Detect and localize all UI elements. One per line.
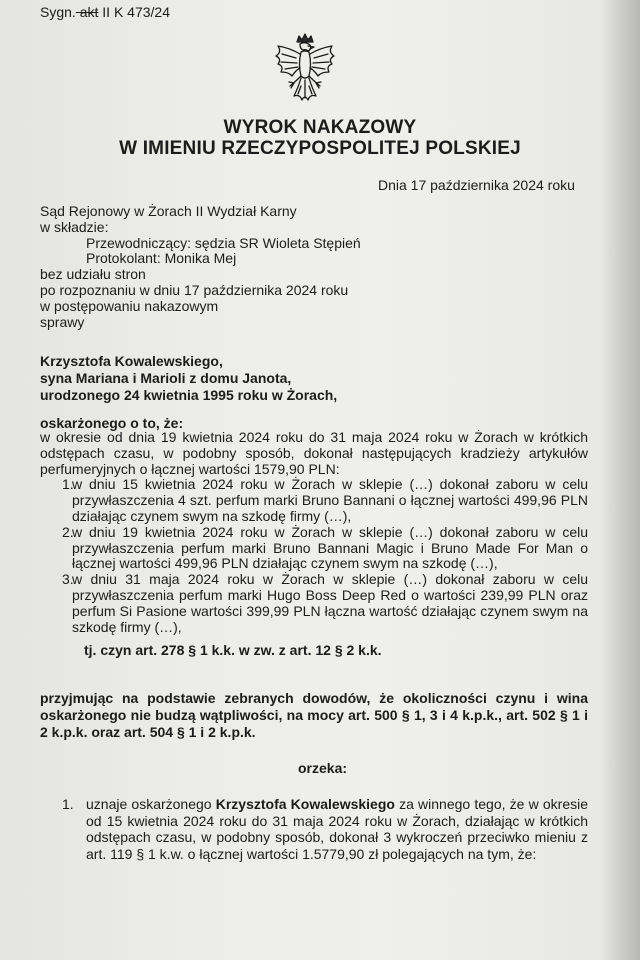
document-subtitle: W IMIENIU RZECZYPOSPOLITEJ POLSKIEJ [119, 138, 521, 159]
verdict-heading: orzeka: [298, 760, 348, 776]
count-text: w dniu 31 maja 2024 roku w Żorach w sklepie (…) dokonał zaboru w celu przywłaszczenia perfum marki Hugo Boss Deep Red o wartości 239,99 PLN oraz perfum Si Pasione wartości 399,99 PLN łączna wartość działając czynem swym na szkodę firmy (…), [72, 571, 588, 635]
charge-count-item [40, 525, 588, 572]
charge-count-item [40, 572, 588, 635]
court-clerk: Protokolant: Monika Mej [86, 250, 237, 267]
procedure-type: w postępowaniu nakazowym [40, 297, 219, 314]
polish-eagle-emblem-icon [270, 32, 340, 117]
legal-basis: przyjmując na podstawie zebranych dowodów, że okoliczności czynu i wina oskarżonego nie budzą wątpliwości, na mocy art. 500 § 1, 3 i 4 k.p.k., art. 502 § 1 i 2 k.p.k. oraz art. 504 § 1 i 2 k.p.k. [40, 690, 588, 740]
ruling-text-start: uznaje oskarżonego [86, 796, 216, 812]
legal-qualification: tj. czyn art. 278 § 1 k.k. w zw. z art. 12 § 2 k.k. [84, 642, 382, 658]
signature-number: II K 473/24 [98, 4, 170, 20]
count-text: w dniu 19 kwietnia 2024 roku w Żorach w sklepie (…) dokonał zaboru w celu przywłaszczenia perfum marki Bruno Bannani Magic i Bruno Made For Man o łącznej wartości 499,96 PLN działając czynem swym na szkodę (…), [72, 523, 588, 572]
accused-block [40, 353, 337, 404]
court-composition-block [40, 204, 361, 330]
document-title: WYROK NAKAZOWY [223, 117, 417, 138]
charge-count-item [40, 477, 588, 524]
charge-heading: oskarżonego o to, że: [40, 415, 184, 431]
count-number: 3. [62, 571, 74, 588]
ruling-item [40, 796, 588, 862]
case-signature [40, 4, 170, 20]
accused-birth: urodzonego 24 kwietnia 1995 roku w Żorach, [40, 387, 338, 403]
charge-intro: w okresie od dnia 19 kwietnia 2024 roku do 31 maja 2024 roku w Żorach w krótkich odstępach czasu, w podobny sposób, dokonał następujących kradzieży artykułów perfumeryjnych o łącznej wartości 1579,90 PLN: [40, 429, 588, 477]
ruling-text-rest: za winnego tego, że w okresie od 15 kwietnia 2024 roku do 31 maja 2024 roku w Żorach, działając w krótkich odstępach czasu, w podobny sposób, dokonał 3 wykroczeń przeciwko mieniu z art. 119 § 1 k.w. o łącznej wartości 1.5779,90 zł polegających na tym, że: [86, 796, 588, 862]
judgment-date: Dnia 17 października 2024 roku [378, 177, 575, 193]
case-label: sprawy [40, 313, 85, 330]
signature-struck-text: akt [75, 4, 99, 20]
presiding-judge: Przewodniczący: sędzia SR Wioleta Stępień [86, 234, 361, 251]
count-text: w dniu 15 kwietnia 2024 roku w Żorach w sklepie (…) dokonał zaboru w celu przywłaszczenia 4 szt. perfum marki Bruno Bannani o łącznej wartości 499,96 PLN działając czynem swym na szkodę firmy (…), [72, 476, 588, 524]
count-number: 2. [62, 523, 74, 540]
accused-parents: syna Mariana i Marioli z domu Janota, [40, 370, 292, 386]
court-name: Sąd Rejonowy w Żorach II Wydział Karny [40, 203, 297, 219]
parties-note: bez udziału stron [40, 266, 146, 283]
ruling-block [40, 796, 588, 862]
accused-name: Krzysztofa Kowalewskiego, [40, 353, 223, 369]
charge-body [40, 430, 588, 635]
ruling-accused-name: Krzysztofa Kowalewskiego [215, 796, 395, 812]
page-edge-shadow [600, 0, 640, 960]
ruling-number: 1. [62, 796, 74, 812]
signature-prefix: Sygn. [40, 4, 76, 20]
charge-counts-list [40, 477, 588, 635]
hearing-date-line: po rozpoznaniu w dniu 17 października 2024 roku [40, 281, 349, 298]
composition-label: w składzie: [40, 218, 109, 235]
count-number: 1. [62, 476, 74, 493]
